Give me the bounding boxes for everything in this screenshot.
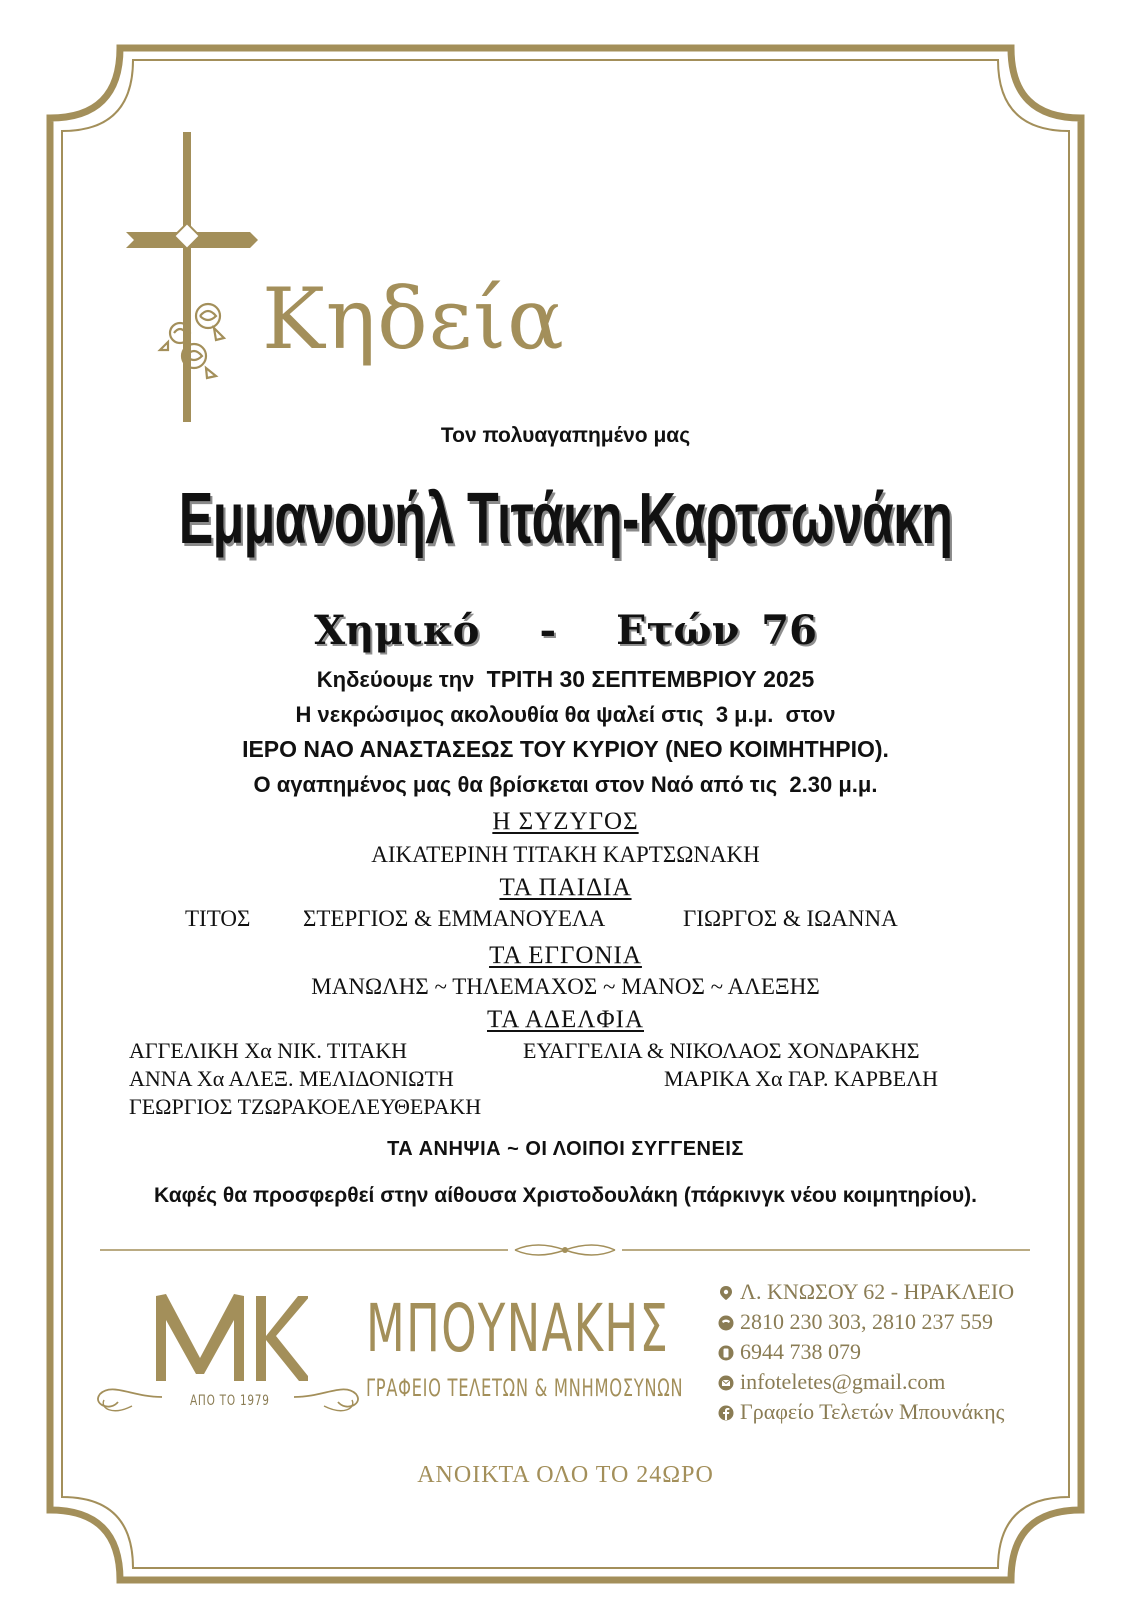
- envelope-icon: [718, 1375, 734, 1391]
- service-time: 3 μ.μ.: [715, 702, 774, 727]
- spouse-name: ΑΙΚΑΤΕΡΙΝΗ ΤΙΤΑΚΗ ΚΑΡΤΣΩΝΑΚΗ: [371, 842, 760, 867]
- child-name: ΤΙΤΟΣ: [185, 906, 251, 931]
- profession: Χημικό: [314, 607, 480, 654]
- contact-facebook: [718, 1399, 1004, 1425]
- grandchildren-names: ΜΑΝΩΛΗΣ ~ ΤΗΛΕΜΑΧΟΣ ~ ΜΑΝΟΣ ~ ΑΛΕΞΗΣ: [311, 974, 820, 999]
- sibling-name: ΓΕΩΡΓΙΟΣ ΤΖΩΡΑΚΟΕΛΕΥΘΕΡΑΚΗ: [129, 1094, 482, 1119]
- viewing-time: 2.30 μ.μ.: [789, 772, 878, 797]
- ornamental-divider: [100, 1240, 1030, 1260]
- contact-text: Λ. ΚΝΩΣΟΥ 62 - ΗΡΑΚΛΕΙΟ: [740, 1279, 1015, 1304]
- location-pin-icon: [718, 1285, 734, 1301]
- profession-age-line: [0, 607, 1131, 654]
- sibling-name: ΑΓΓΕΛΙΚΗ Χα ΝΙΚ. ΤΙΤΑΚΗ: [129, 1038, 408, 1063]
- funeral-date: ΤΡΙΤΗ 30 ΣΕΠΤΕΜΒΡΙΟΥ 2025: [486, 666, 815, 692]
- viewing-time-line: [0, 772, 1131, 798]
- sibling-name: ΑΝΝΑ Χα ΑΛΕΞ. ΜΕΛΙΔΟΝΙΩΤΗ: [129, 1066, 454, 1091]
- child-name: ΓΙΩΡΓΟΣ & ΙΩΑΝΝΑ: [683, 906, 898, 931]
- contact-mobile: [718, 1339, 861, 1365]
- contact-text: infoteletes@gmail.com: [740, 1369, 946, 1394]
- separator: -: [539, 607, 557, 654]
- phone-icon: [718, 1315, 734, 1331]
- funeral-date-prefix: Κηδεύουμε την: [316, 667, 475, 692]
- child-name: ΣΤΕΡΓΙΟΣ & ΕΜΜΑΝΟΥΕΛΑ: [303, 906, 606, 931]
- service-suffix: στον: [785, 702, 836, 727]
- service-time-line: [0, 702, 1131, 728]
- coffee-note: Καφές θα προσφερθεί στην αίθουσα Χριστοδουλάκη (πάρκινγκ νέου κοιμητηρίου).: [154, 1184, 977, 1207]
- contact-text: 2810 230 303, 2810 237 559: [740, 1309, 993, 1334]
- sibling-name: ΜΑΡΙΚΑ Χα ΓΑΡ. ΚΑΡΒΕΛΗ: [664, 1066, 938, 1091]
- mobile-phone-icon: [718, 1345, 734, 1361]
- since-year: ΑΠΟ ΤΟ 1979: [190, 1393, 270, 1409]
- facebook-icon: [718, 1405, 734, 1421]
- viewing-prefix: Ο αγαπημένος μας θα βρίσκεται στον Ναό από τις: [253, 772, 778, 797]
- age: Ετών 76: [616, 607, 817, 654]
- spouse-heading: Η ΣΥΖΥΓΟΣ: [492, 808, 639, 835]
- contact-text: 6944 738 079: [740, 1339, 861, 1364]
- intro-text: Τον πολυαγαπημένο μας: [440, 424, 691, 447]
- contact-email: [718, 1369, 945, 1395]
- mk-logo-icon: [148, 1286, 308, 1386]
- children-heading: ΤΑ ΠΑΙΔΙΑ: [499, 874, 632, 901]
- other-relatives: ΤΑ ΑΝΗΨΙΑ ~ ΟΙ ΛΟΙΠΟΙ ΣΥΓΓΕΝΕΙΣ: [387, 1138, 744, 1160]
- contact-address: [718, 1279, 1014, 1305]
- deceased-name: Εμμανουήλ Τιτάκη-Καρτσωνάκη: [178, 479, 953, 559]
- open-hours: ΑΝΟΙΚΤΑ ΟΛΟ ΤΟ 24ΩΡΟ: [417, 1462, 714, 1488]
- funeral-date-line: [0, 666, 1131, 693]
- brand-name: ΜΠΟΥΝΑΚΗΣ: [366, 1290, 670, 1367]
- contact-text: Γραφείο Τελετών Μπουνάκης: [740, 1399, 1005, 1424]
- sibling-name: ΕΥΑΓΓΕΛΙΑ & ΝΙΚΟΛΑΟΣ ΧΟΝΔΡΑΚΗΣ: [523, 1038, 920, 1063]
- cross-with-roses-icon: [120, 128, 265, 428]
- contact-phone: [718, 1309, 993, 1335]
- brand-subtitle: ΓΡΑΦΕΙΟ ΤΕΛΕΤΩΝ & ΜΝΗΜΟΣΥΝΩΝ: [366, 1374, 684, 1402]
- service-prefix: Η νεκρώσιμος ακολουθία θα ψαλεί στις: [295, 702, 704, 727]
- church-name: ΙΕΡΟ ΝΑΟ ΑΝΑΣΤΑΣΕΩΣ ΤΟΥ ΚΥΡΙΟΥ (ΝΕΟ ΚΟΙΜΗΤΗΡΙΟ).: [242, 736, 889, 762]
- announcement-title: Κηδεία: [262, 270, 565, 368]
- siblings-heading: ΤΑ ΑΔΕΛΦΙΑ: [487, 1006, 644, 1033]
- grandchildren-heading: ΤΑ ΕΓΓΟΝΙΑ: [489, 942, 642, 969]
